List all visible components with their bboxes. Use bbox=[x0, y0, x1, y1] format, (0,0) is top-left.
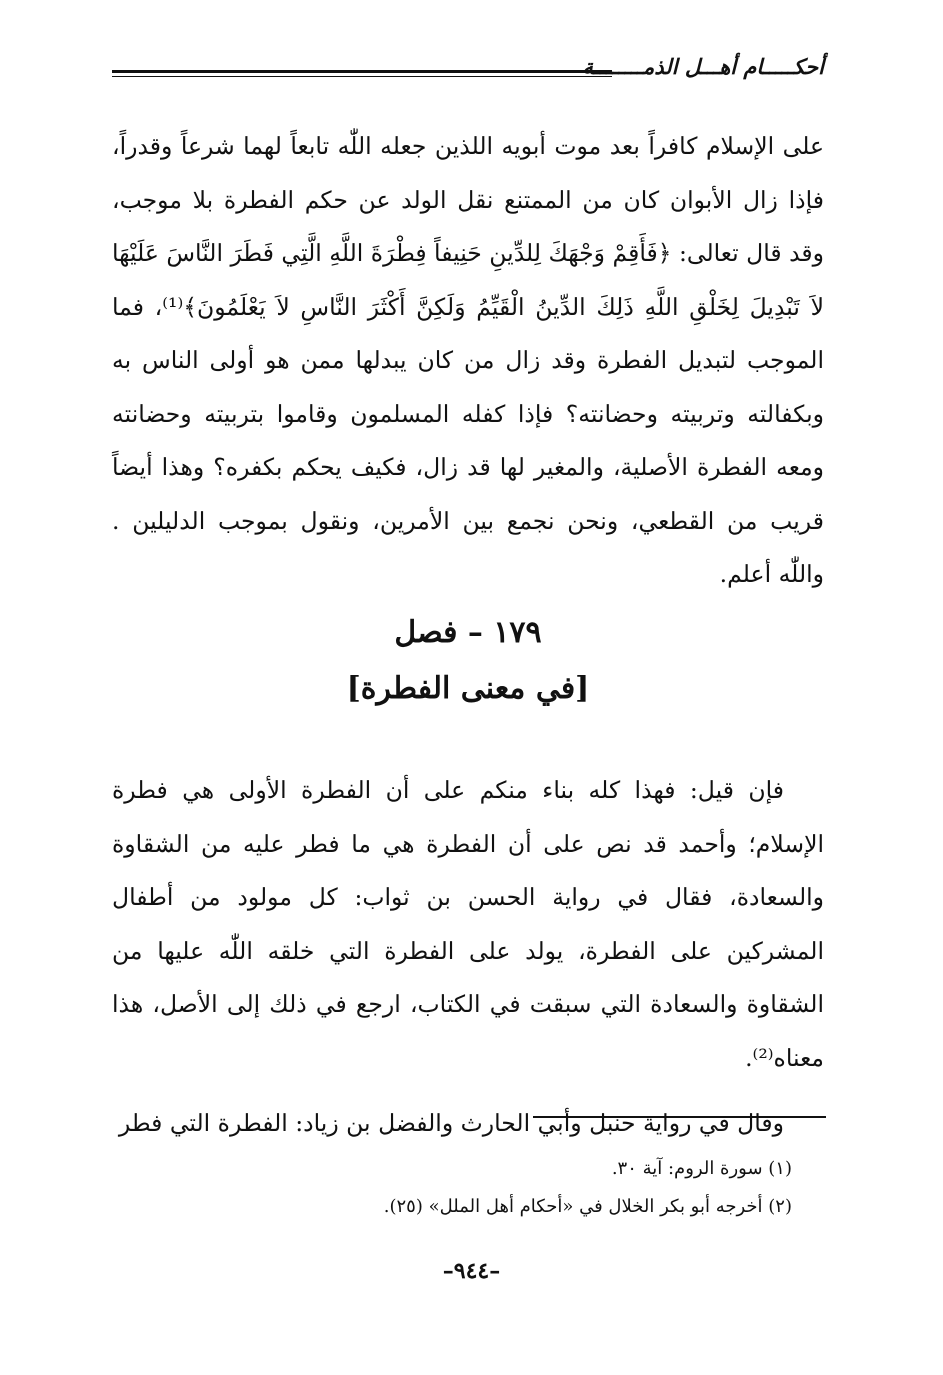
section-number: ١٧٩ – فصل bbox=[394, 615, 542, 650]
main-text-top bbox=[112, 120, 824, 602]
main-text-bottom bbox=[112, 764, 824, 1151]
paragraph: وقال في رواية حنبل وأبي الحارث والفضل بن زياد: الفطرة التي فطر bbox=[118, 1109, 784, 1137]
header-rule bbox=[112, 70, 612, 77]
footnote: (١) سورة الروم: آية ٣٠. bbox=[611, 1158, 792, 1179]
running-header bbox=[112, 44, 824, 88]
paragraph: على الإسلام كافراً بعد موت أبويه اللذين جعله اللّٰه تابعاً لهما شرعاً وقدراً، فإذا زال الأبوان كان من الممتنع نقل الولد عن حكم الفطرة بلا موجب، وقد قال تعالى: ﴿فَأَقِمْ وَجْهَكَ لِلدِّينِ حَنِيفاً فِطْرَةَ اللَّهِ الَّتِي فَطَرَ النَّاسَ عَلَيْهَا لاَ تَبْدِيلَ لِخَلْقِ اللَّهِ ذَلِكَ الدِّينُ الْقَيِّمُ وَلَكِنَّ أَكْثَرَ النَّاسِ لاَ يَعْلَمُونَ﴾⁽¹⁾، فما الموجب لتبديل الفطرة وقد زال من كان يبدلها ممن هو أولى الناس به وبكفالته وتربيته وحضانته؟ فإذا كفله المسلمون وقاموا بتربيته وحضانته ومعه الفطرة الأصلية، والمغير لها قد زال، فكيف يحكم بكفره؟ وهذا أيضاً قريب من القطعي، ونحن نجمع بين الأمرين، ونقول بموجب الدليلين . واللّٰه أعلم. bbox=[112, 132, 825, 588]
paragraph: فإن قيل: فهذا كله بناء منكم على أن الفطرة الأولى هي فطرة الإسلام؛ وأحمد قد نص على أن الفطرة هي ما فطر عليه من الشقاوة والسعادة، فقال في رواية الحسن بن ثواب: كل مولود من أطفال المشركين على الفطرة، يولد على الفطرة التي خلقه اللّٰه عليها من الشقاوة والسعادة التي سبقت في الكتاب، ارجع في ذلك إلى الأصل، هذا معناه⁽²⁾. bbox=[112, 776, 824, 1072]
footnote: (٢) أخرجه أبو بكر الخلال في «أحكام أهل الملل» (٢٥). bbox=[383, 1196, 792, 1217]
running-title: أحكـــــام أهـــل الذمــــــــة bbox=[582, 54, 824, 79]
section-heading bbox=[112, 608, 824, 720]
page-number: –٩٤٤– bbox=[442, 1258, 501, 1284]
footnote-separator bbox=[533, 1116, 826, 1118]
footnotes bbox=[112, 1150, 792, 1226]
section-subtitle: [في معنى الفطرة] bbox=[346, 671, 590, 706]
